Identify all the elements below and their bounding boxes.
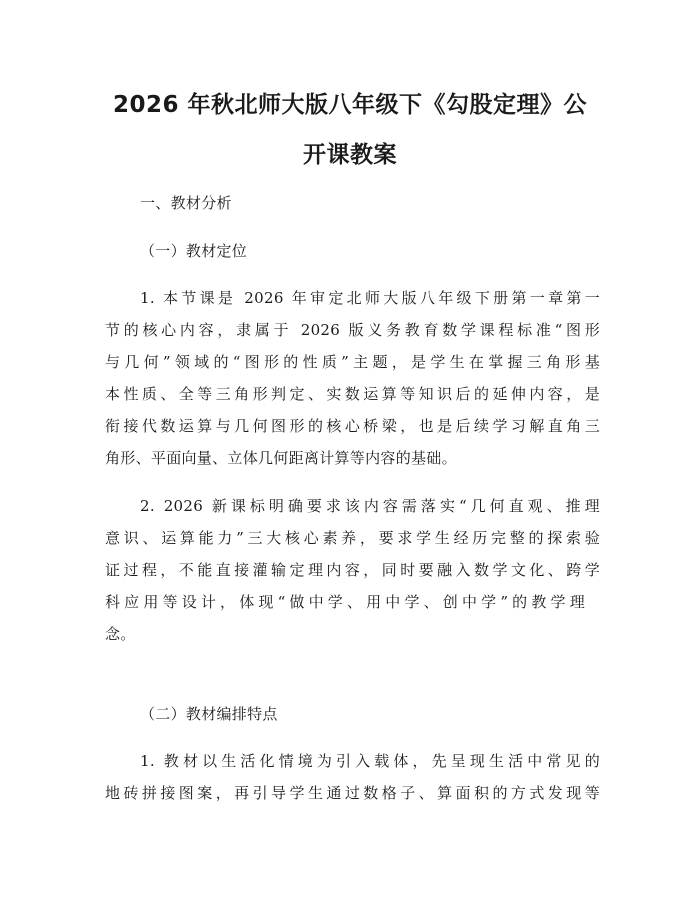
paragraph-line: 角形、平面向量、立体几何距离计算等内容的基础。 bbox=[105, 449, 457, 467]
paragraph-line: 本性质、全等三角形判定、实数运算等知识后的延伸内容，是 bbox=[105, 385, 600, 403]
document-title-line-1: 2026 年秋北师大版八年级下《勾股定理》公 bbox=[112, 92, 588, 118]
section-heading-material-analysis: 一、教材分析 bbox=[140, 194, 232, 212]
paragraph-line: 2. 2026 新课标明确要求该内容需落实“几何直观、推理 bbox=[140, 497, 600, 515]
paragraph-line: 衔接代数运算与几何图形的核心桥梁，也是后续学习解直角三 bbox=[105, 417, 600, 435]
paragraph-line: 科应用等设计，体现“做中学、用中学、创中学”的教学理 bbox=[105, 593, 585, 611]
paragraph-line: 节的核心内容，隶属于 2026 版义务教育数学课程标准“图形 bbox=[105, 321, 600, 339]
subsection-heading-material-positioning: （一）教材定位 bbox=[140, 242, 248, 260]
document-title-line-2: 开课教案 bbox=[303, 142, 397, 168]
paragraph-line: 证过程，不能直接灌输定理内容，同时要融入数学文化、跨学 bbox=[105, 561, 600, 579]
subsection-heading-material-arrangement: （二）教材编排特点 bbox=[140, 705, 278, 723]
paragraph-line: 念。 bbox=[105, 625, 136, 643]
paragraph-line: 1. 本节课是 2026 年审定北师大版八年级下册第一章第一 bbox=[140, 289, 600, 307]
paragraph-line: 1. 教材以生活化情境为引入载体，先呈现生活中常见的 bbox=[140, 752, 600, 770]
paragraph-line: 与几何”领域的“图形的性质”主题，是学生在掌握三角形基 bbox=[105, 353, 600, 371]
paragraph-line: 意识、运算能力”三大核心素养，要求学生经历完整的探索验 bbox=[105, 529, 600, 547]
paragraph-line: 地砖拼接图案，再引导学生通过数格子、算面积的方式发现等 bbox=[105, 784, 600, 802]
